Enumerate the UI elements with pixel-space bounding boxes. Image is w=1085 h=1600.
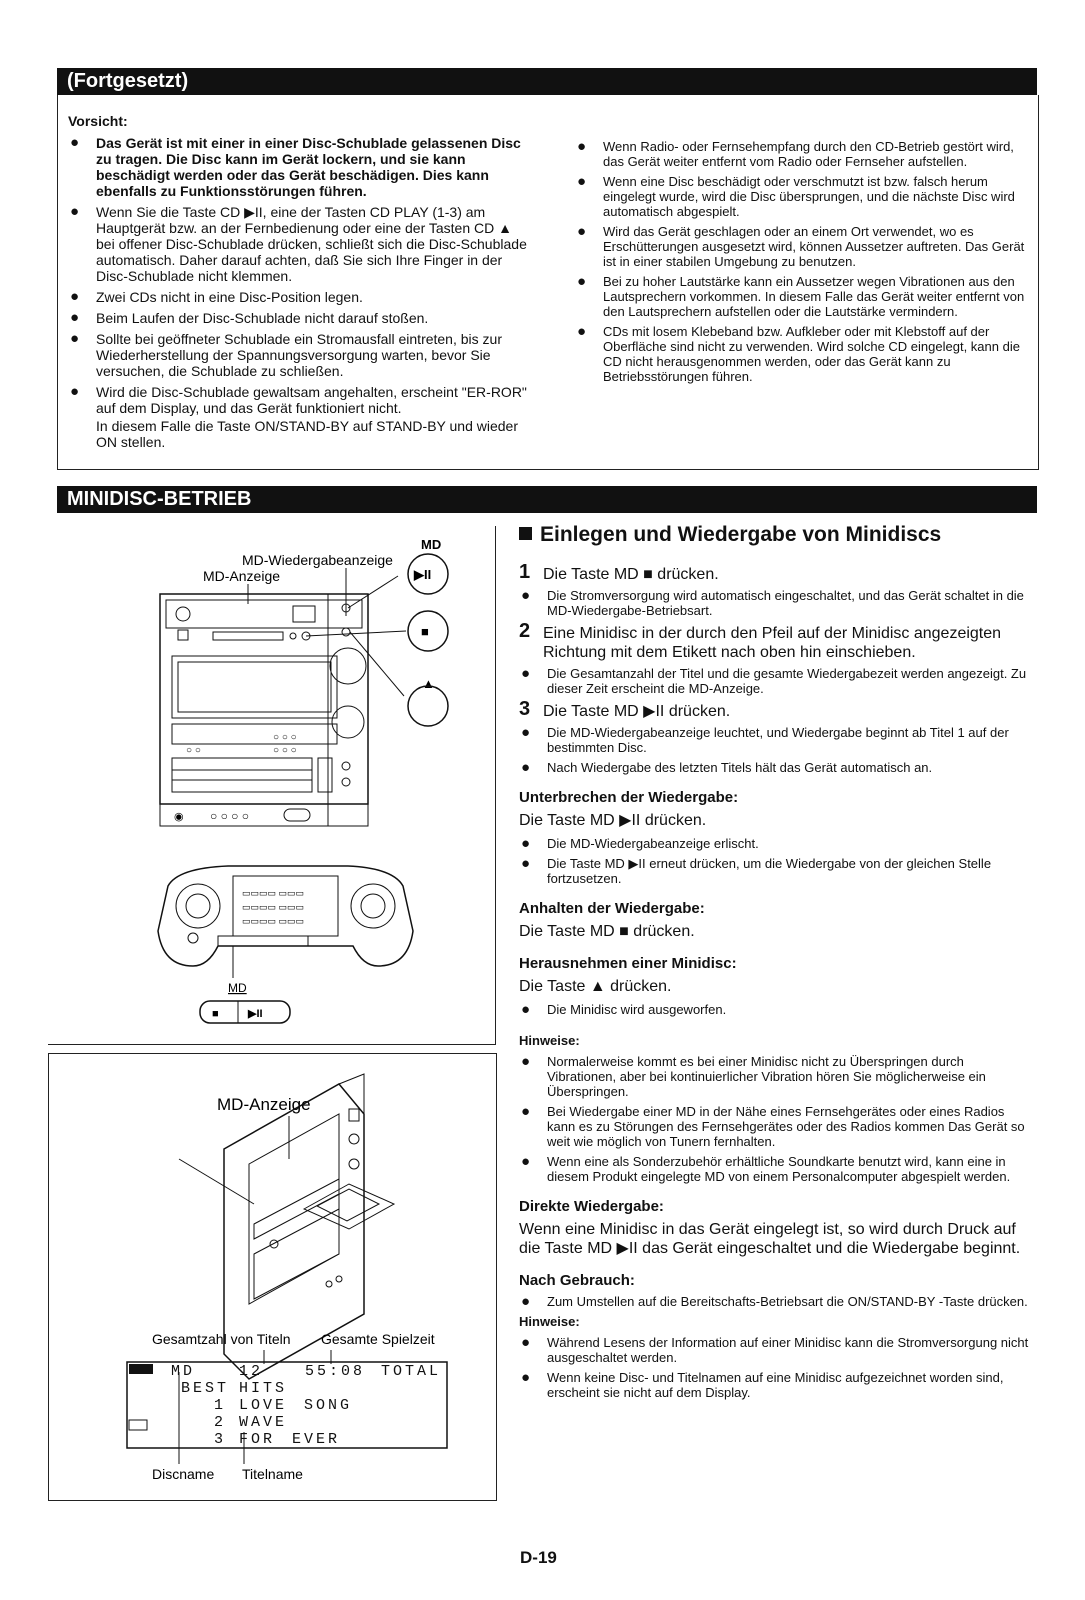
right-column	[519, 523, 1035, 1405]
svg-text:○ ○: ○ ○	[186, 745, 201, 756]
caution-item: ● CDs mit losem Klebeband bzw. Aufkleber oder mit Klebstoff auf der Oberfläche sind nicht zu verwenden. Wird solche CD eingelegt, kann die CD nicht herausgenommen werden, oder das Gerät kann zu Betriebsstörungen führen.	[575, 324, 1031, 384]
section-title	[519, 523, 1035, 547]
caution-note: In diesem Falle die Taste ON/STAND-BY auf STAND-BY und wieder ON stellen.	[96, 418, 518, 450]
svg-text:▭▭▭▭ ▭▭▭: ▭▭▭▭ ▭▭▭	[242, 888, 305, 898]
step-text: Die Taste MD ▶II drücken.	[543, 703, 731, 720]
hint-item: ● Während Lesens der Information auf einer Minidisc kann die Stromversorgung nicht ausgeschaltet werden.	[519, 1335, 1035, 1365]
hint-item: ● Wenn keine Disc- und Titelnamen auf eine Minidisc aufgezeichnet worden sind, erscheint sie nicht auf dem Display.	[519, 1370, 1035, 1400]
pause-note: ● Die MD-Wiedergabeanzeige erlischt.	[519, 836, 1035, 851]
remote-play-pause-icon: ▶II	[248, 1008, 263, 1020]
svg-text:○ ○ ○: ○ ○ ○	[273, 732, 297, 743]
pause-note: ● Die Taste MD ▶II erneut drücken, um die Wiedergabe von der gleichen Stelle fortzusetzen.	[519, 856, 1035, 886]
lcd-cell: 12	[239, 1363, 264, 1380]
caution-item: ● Wird das Gerät geschlagen oder an einem Ort verwendet, wo es Erschütterungen ausgesetzt wird, können Aussetzer auftreten. Das Gerät ist in einer stabilen Umgebung zu benutzen.	[575, 224, 1031, 269]
hint-item: ● Wenn eine als Sonderzubehör erhältliche Soundkarte benutzt wird, kann eine in diesem Produkt eingelegte MD von einem Personalcomputer abgespielt werden.	[519, 1154, 1035, 1184]
caution-item: ● Zwei CDs nicht in eine Disc-Position legen.	[68, 289, 530, 305]
lcd-cell: 55:08	[305, 1363, 366, 1380]
remove-text: Die Taste ▲ drücken.	[519, 978, 672, 995]
main-unit-illustration	[48, 526, 495, 1044]
total-titles-label: Gesamtzahl von Titeln	[152, 1331, 291, 1347]
after-note: ● Zum Umstellen auf die Bereitschafts-Betriebsart die ON/STAND-BY -Taste drücken.	[519, 1294, 1035, 1309]
play-pause-big-icon: ▶II	[414, 567, 432, 582]
step-note: ● Die Stromversorgung wird automatisch eingeschaltet, und das Gerät schaltet in die MD-Wiedergabe-Betriebsart.	[519, 588, 1035, 618]
lcd-row	[214, 1397, 353, 1414]
caution-box	[57, 95, 1039, 470]
lcd-row	[214, 1431, 341, 1448]
hint-item: ● Bei Wiedergabe einer MD in der Nähe eines Fernsehgerätes oder eines Radios kann es zu Störungen des Fernsehgerätes oder des Radios kommen Das Gerät so weit wie möglich von Tunern fernhalten.	[519, 1104, 1035, 1149]
step-note: ● Die Gesamtanzahl der Titel und die gesamte Wiedergabezeit werden angezeigt. Zu dieser Zeit erscheint die MD-Anzeige.	[519, 666, 1035, 696]
md-indicator-label-2: MD-Anzeige	[217, 1095, 311, 1114]
step-text: Die Taste MD ■ drücken.	[543, 566, 719, 583]
svg-text:▭▭▭▭ ▭▭▭: ▭▭▭▭ ▭▭▭	[242, 902, 305, 912]
lcd-row	[181, 1380, 288, 1397]
caution-item: ● Wenn eine Disc beschädigt oder verschmutzt ist bzw. falsch herum eingelegt wurde, wird die Disc übersprungen, und die nächste Disc wird automatisch abgespielt.	[575, 174, 1031, 219]
remove-heading: Herausnehmen einer Minidisc:	[519, 955, 737, 972]
md-indicator-label: MD-Anzeige	[203, 568, 281, 584]
remote-stop-icon: ■	[212, 1008, 219, 1020]
caution-item: ● Beim Laufen der Disc-Schublade nicht darauf stoßen.	[68, 310, 530, 326]
lcd-cell: LOVE	[239, 1397, 288, 1414]
caution-item: ● Bei zu hoher Lautstärke kann ein Aussetzer wegen Vibrationen aus den Lautsprechern vorkommen. In diesem Falle das Gerät weiter entfernt von den Lautsprechern aufstellen oder die Lautstärke vermindern.	[575, 274, 1031, 319]
minidisc-banner	[57, 486, 1037, 513]
lcd-cell: MD	[171, 1363, 196, 1380]
step-2: 2 Eine Minidisc in der durch den Pfeil auf der Minidisc angezeigten Richtung mit dem Etikett nach oben hin einschieben.	[519, 620, 1002, 661]
stop-heading: Anhalten der Wiedergabe:	[519, 900, 705, 917]
remote-md-label: MD	[228, 981, 247, 995]
caution-item: ● Das Gerät ist mit einer in einer Disc-Schublade gelassenen Disc zu tragen. Die Disc kann im Gerät lockern, und sie kann beschädigt werden oder das Gerät beschädigen. Dies kann ebenfalls zu Funktionsstörungen führen.	[68, 135, 530, 199]
square-bullet-icon	[519, 527, 532, 540]
lcd-cell: 1	[214, 1397, 227, 1414]
total-time-label: Gesamte Spielzeit	[321, 1331, 435, 1347]
lcd-row	[214, 1414, 288, 1431]
caution-item: ● Wird die Disc-Schublade gewaltsam angehalten, erscheint "ER-ROR" auf dem Display, und das Gerät funktioniert nicht.	[68, 384, 530, 416]
caution-left-column	[68, 135, 530, 450]
caution-item: ● Wenn Sie die Taste CD ▶II, eine der Tasten CD PLAY (1-3) am Hauptgerät bzw. an der Fernbedienung oder eine der Tasten CD ▲ bei offener Disc-Schublade drücken, schließt sich die Disc-Schublade automatisch. Daher darauf achten, daß Sie sich Ihre Finger in der Disc-Schublade nicht klemmen.	[68, 204, 530, 284]
direct-heading: Direkte Wiedergabe:	[519, 1198, 664, 1215]
caution-right-column	[575, 139, 1031, 389]
lcd-row	[171, 1363, 442, 1380]
step-3: 3 Die Taste MD ▶II drücken.	[519, 698, 731, 720]
lcd-cell: EVER	[292, 1431, 341, 1448]
eject-big-icon: ▲	[422, 676, 435, 691]
section-title-text: Einlegen und Wiedergabe von Minidiscs	[540, 523, 942, 546]
after-heading: Nach Gebrauch:	[519, 1272, 635, 1289]
lcd-cell: 2	[214, 1414, 227, 1431]
figure-main-unit	[48, 526, 496, 1045]
pause-heading: Unterbrechen der Wiedergabe:	[519, 789, 739, 806]
lcd-cell: TOTAL	[381, 1363, 442, 1380]
stop-big-icon: ■	[421, 624, 429, 639]
step-note: ● Nach Wiedergabe des letzten Titels hält das Gerät automatisch an.	[519, 760, 1035, 775]
svg-text:◉: ◉	[174, 811, 184, 823]
lcd-cell: WAVE	[239, 1414, 288, 1431]
lcd-cell: SONG	[304, 1397, 353, 1414]
hint-item: ● Normalerweise kommt es bei einer Minidisc nicht zu Überspringen durch Vibrationen, aber bei kontinuierlicher Vibration hören Sie möglicherweise ein Überspringen.	[519, 1054, 1035, 1099]
caution-item: ● Wenn Radio- oder Fernsehempfang durch den CD-Betrieb gestört wird, das Gerät weiter entfernt vom Radio oder Fernseher aufstellen.	[575, 139, 1031, 169]
pause-text: Die Taste MD ▶II drücken.	[519, 812, 707, 829]
discname-label: Discname	[152, 1466, 215, 1482]
hints-heading: Hinweise:	[519, 1033, 580, 1048]
hints2-heading: Hinweise:	[519, 1314, 580, 1329]
lcd-cell: BEST	[181, 1380, 230, 1397]
svg-text:○ ○ ○ ○: ○ ○ ○ ○	[210, 809, 249, 823]
playback-indicator-label: MD-Wiedergabeanzeige	[242, 552, 393, 568]
lcd-cell: FOR	[239, 1431, 276, 1448]
lcd-cell: 3	[214, 1431, 227, 1448]
direct-text: Wenn eine Minidisc in das Gerät eingelegt ist, so wird durch Druck auf die Taste MD ▶II das Gerät eingeschaltet und die Wiedergabe beginnt.	[519, 1221, 1021, 1257]
caution-title: Vorsicht:	[68, 113, 128, 129]
svg-text:▭▭▭▭ ▭▭▭: ▭▭▭▭ ▭▭▭	[242, 916, 305, 926]
caution-item: ● Sollte bei geöffneter Schublade ein Stromausfall eintreten, bis zur Wiederherstellung der Spannungsversorgung warten, bevor Sie versuchen, die Schublade zu schließen.	[68, 331, 530, 379]
continued-banner-text: (Fortgesetzt)	[67, 70, 189, 92]
md-top-label: MD	[421, 537, 442, 552]
step-note: ● Die MD-Wiedergabeanzeige leuchtet, und Wiedergabe beginnt ab Titel 1 auf der bestimmten Disc.	[519, 725, 1035, 755]
page-number: D-19	[520, 1548, 557, 1567]
lcd-cell: HITS	[239, 1380, 288, 1397]
remove-note: ● Die Minidisc wird ausgeworfen.	[519, 1002, 1035, 1017]
step-1: 1 Die Taste MD ■ drücken.	[519, 561, 719, 583]
step-text: Eine Minidisc in der durch den Pfeil auf der Minidisc angezeigten Richtung mit dem Etikett nach oben hin einschieben.	[543, 625, 1002, 661]
titlename-label: Titelname	[242, 1466, 303, 1482]
svg-text:○ ○ ○: ○ ○ ○	[273, 745, 297, 756]
minidisc-banner-text: MINIDISC-BETRIEB	[67, 488, 252, 510]
stop-text: Die Taste MD ■ drücken.	[519, 923, 695, 940]
continued-banner	[57, 68, 1037, 95]
figure-md-display	[48, 1053, 497, 1501]
